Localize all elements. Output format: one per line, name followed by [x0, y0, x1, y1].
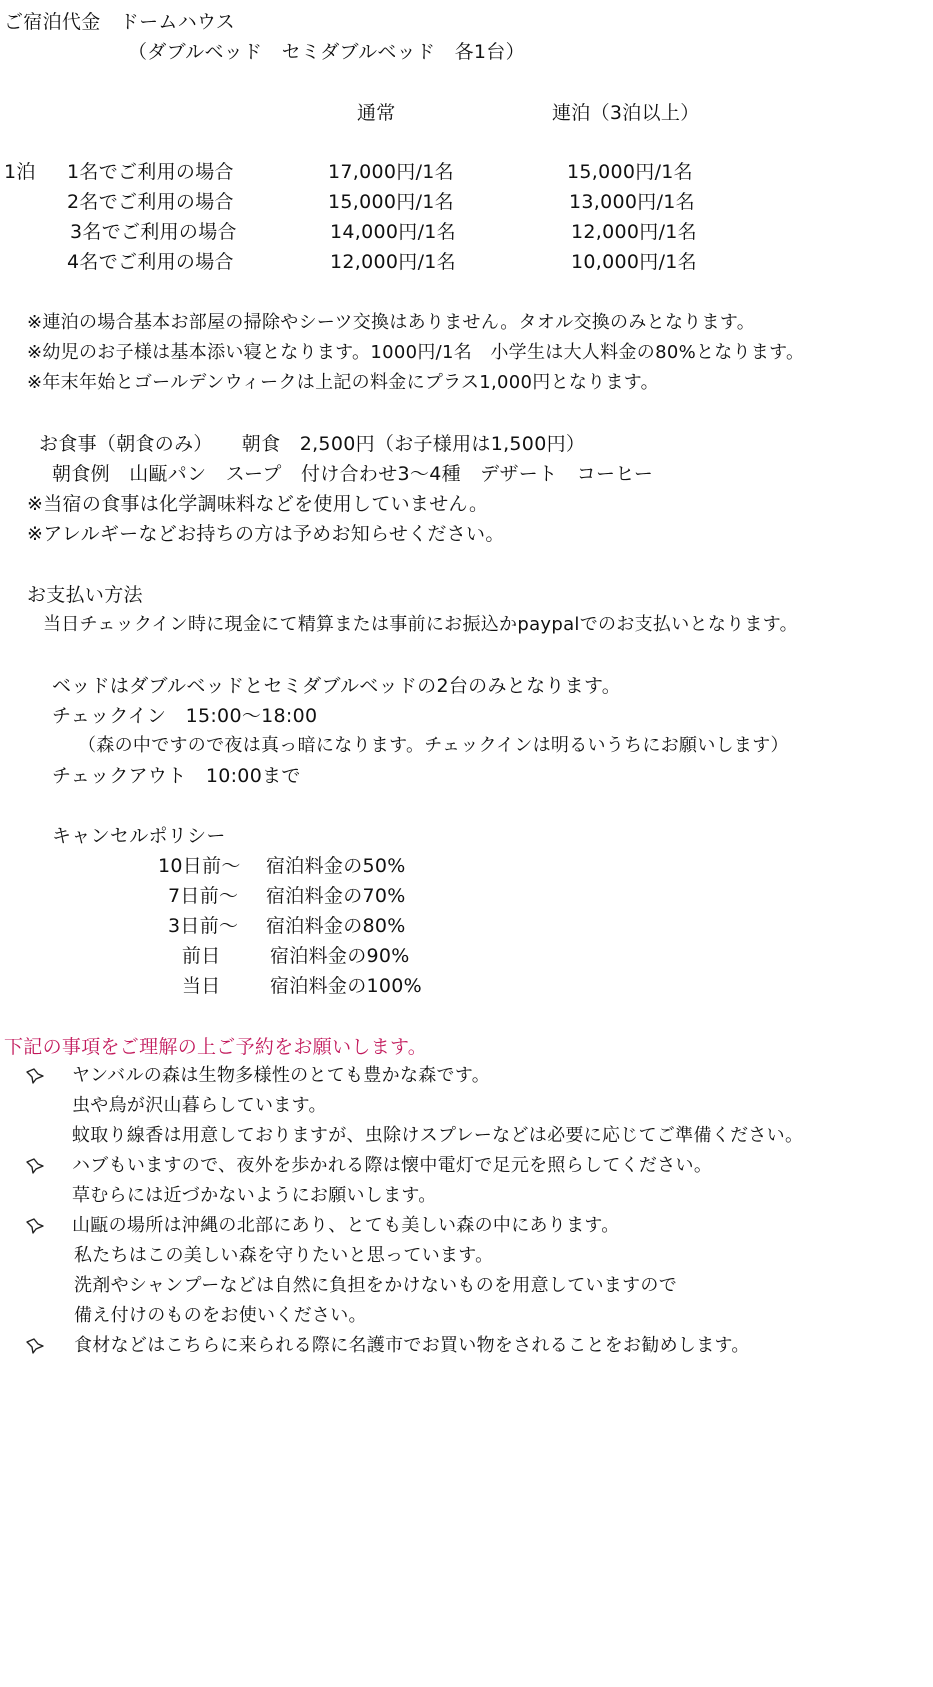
reminder-line: 備え付けのものをお使いください。 [74, 1305, 367, 1326]
rate-row-normal: 14,000円/1名 [330, 221, 456, 243]
reminder-line: 食材などはこちらに来られる際に名護市でお買い物をされることをお勧めします。 [74, 1335, 750, 1356]
cancel-policy-title: キャンセルポリシー [52, 825, 226, 847]
reminder-line: 洗剤やシャンプーなどは自然に負担をかけないものを用意していますので [74, 1275, 677, 1296]
cancel-when: 10日前〜 [158, 855, 241, 877]
payment-text: 当日チェックイン時に現金にて精算または事前にお振込かpaypalでのお支払いとなります。 [43, 614, 798, 635]
page-title: ご宿泊代金 ドームハウス [4, 11, 236, 33]
bed-types: （ダブルベッド セミダブルベッド 各1台） [128, 41, 525, 63]
reminder-line: ハブもいますので、夜外を歩かれる際は懐中電灯で足元を照らしてください。 [72, 1155, 713, 1176]
rate-row-label: 1名でご利用の場合 [67, 161, 234, 183]
rate-row-normal: 15,000円/1名 [328, 191, 454, 213]
rate-night-label: 1泊 [4, 161, 36, 183]
cancel-fee: 宿泊料金の80% [266, 915, 406, 937]
bed-info: ベッドはダブルベッドとセミダブルベッドの2台のみとなります。 [52, 675, 622, 697]
rate-row-long: 10,000円/1名 [571, 251, 697, 273]
rate-row-normal: 12,000円/1名 [330, 251, 456, 273]
pushpin-icon [25, 1068, 45, 1084]
reminder-line: 山甌の場所は沖縄の北部にあり、とても美しい森の中にあります。 [72, 1215, 620, 1236]
meal-price: お食事（朝食のみ） 朝食 2,500円（お子様用は1,500円） [39, 433, 586, 455]
cancel-when: 前日 [182, 945, 221, 967]
pushpin-icon [25, 1338, 45, 1354]
rate-row-long: 13,000円/1名 [569, 191, 695, 213]
note-line: ※幼児のお子様は基本添い寝となります。1000円/1名 小学生は大人料金の80%となります。 [27, 342, 805, 363]
meal-note: ※アレルギーなどお持ちの方は予めお知らせください。 [27, 523, 505, 545]
rate-row-label: 2名でご利用の場合 [67, 191, 234, 213]
reminder-line: 虫や鳥が沢山暮らしています。 [72, 1095, 327, 1116]
pushpin-icon [25, 1218, 45, 1234]
cancel-when: 7日前〜 [168, 885, 239, 907]
rate-col-long-stay: 連泊（3泊以上） [552, 102, 700, 124]
note-line: ※年末年始とゴールデンウィークは上記の料金にプラス1,000円となります。 [27, 372, 659, 393]
reminders-heading: 下記の事項をご理解の上ご予約をお願いします。 [4, 1036, 428, 1058]
rate-row-normal: 17,000円/1名 [328, 161, 454, 183]
reminder-line: 私たちはこの美しい森を守りたいと思っています。 [74, 1245, 494, 1266]
rate-row-long: 12,000円/1名 [571, 221, 697, 243]
checkin-note: （森の中ですので夜は真っ暗になります。チェックインは明るいうちにお願いします） [78, 735, 789, 756]
meal-note: ※当宿の食事は化学調味料などを使用していません。 [27, 493, 489, 515]
reminder-line: 蚊取り線香は用意しておりますが、虫除けスプレーなどは必要に応じてご準備ください。 [72, 1125, 804, 1146]
cancel-fee: 宿泊料金の70% [266, 885, 406, 907]
rate-col-normal: 通常 [357, 102, 396, 124]
note-line: ※連泊の場合基本お部屋の掃除やシーツ交換はありません。タオル交換のみとなります。 [27, 312, 755, 333]
checkin-time: チェックイン 15:00〜18:00 [52, 705, 318, 727]
payment-title: お支払い方法 [27, 584, 143, 606]
rate-row-label: 3名でご利用の場合 [70, 221, 237, 243]
cancel-fee: 宿泊料金の100% [270, 975, 423, 997]
cancel-fee: 宿泊料金の90% [270, 945, 410, 967]
reminder-line: ヤンバルの森は生物多様性のとても豊かな森です。 [72, 1065, 491, 1086]
rate-row-label: 4名でご利用の場合 [67, 251, 234, 273]
pushpin-icon [25, 1158, 45, 1174]
rate-row-long: 15,000円/1名 [567, 161, 693, 183]
reminder-line: 草むらには近づかないようにお願いします。 [72, 1185, 437, 1206]
meal-example: 朝食例 山甌パン スープ 付け合わせ3〜4種 デザート コーヒー [52, 463, 654, 485]
cancel-when: 3日前〜 [168, 915, 239, 937]
checkout-time: チェックアウト 10:00まで [52, 765, 301, 787]
cancel-fee: 宿泊料金の50% [266, 855, 406, 877]
cancel-when: 当日 [182, 975, 221, 997]
